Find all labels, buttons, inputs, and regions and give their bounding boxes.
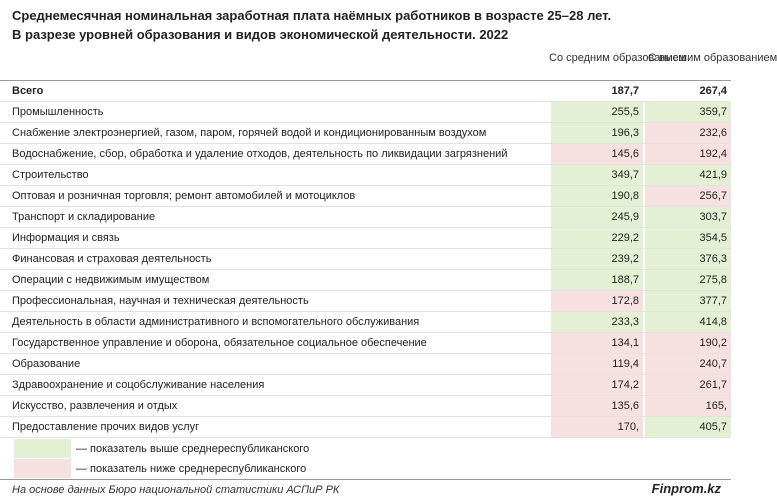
column-header-secondary: Со средним образованием (549, 52, 687, 64)
cell-secondary-education: 135,6 (551, 396, 643, 416)
cell-higher-education: 377,7 (645, 291, 731, 311)
cell-secondary-education: 233,3 (551, 312, 643, 332)
cell-higher-education: 303,7 (645, 207, 731, 227)
cell-higher-education: 376,3 (645, 249, 731, 269)
source-note: На основе данных Бюро национальной статистики АСПиР РК (12, 484, 340, 496)
table-row (0, 312, 731, 333)
cell-secondary-education: 239,2 (551, 249, 643, 269)
chart-title (12, 6, 712, 44)
cell-higher-education: 240,7 (645, 354, 731, 374)
table-row (0, 207, 731, 228)
cell-secondary-education: 196,3 (551, 123, 643, 143)
table-row (0, 270, 731, 291)
row-label: Предоставление прочих видов услуг (12, 421, 200, 433)
cell-higher-education: 256,7 (645, 186, 731, 206)
row-separator (0, 437, 731, 438)
row-label: Операции с недвижимым имуществом (12, 274, 210, 286)
table-row (0, 186, 731, 207)
row-label: Информация и связь (12, 232, 120, 244)
row-label: Образование (12, 358, 81, 370)
cell-higher-education: 414,8 (645, 312, 731, 332)
cell-secondary-education: 172,8 (551, 291, 643, 311)
legend-swatch-below (14, 459, 71, 478)
cell-secondary-education: 119,4 (551, 354, 643, 374)
table-row (0, 417, 731, 438)
table-row (0, 102, 731, 123)
row-label: Водоснабжение, сбор, обработка и удаление отходов, деятельность по ликвидации загрязнений (12, 148, 508, 160)
cell-secondary-education: 349,7 (551, 165, 643, 185)
row-label: Государственное управление и оборона, обязательное социальное обеспечение (12, 337, 427, 349)
row-label: Искусство, развлечения и отдых (12, 400, 178, 412)
cell-higher-education: 267,4 (699, 85, 727, 97)
table-row (0, 375, 731, 396)
row-label: Транспорт и складирование (12, 211, 156, 223)
cell-higher-education: 190,2 (645, 333, 731, 353)
legend-label: — показатель ниже среднереспубликанского (76, 463, 307, 475)
legend-item-above (0, 439, 731, 459)
cell-higher-education: 165, (645, 396, 731, 416)
cell-higher-education: 192,4 (645, 144, 731, 164)
row-label: Всего (12, 85, 44, 97)
column-header-higher: С высшим образованием (648, 52, 777, 64)
cell-higher-education: 405,7 (645, 417, 731, 437)
cell-secondary-education: 245,9 (551, 207, 643, 227)
cell-higher-education: 354,5 (645, 228, 731, 248)
row-label: Строительство (12, 169, 89, 181)
table-row (0, 228, 731, 249)
cell-higher-education: 421,9 (645, 165, 731, 185)
table-row (0, 291, 731, 312)
cell-secondary-education: 188,7 (551, 270, 643, 290)
legend-item-below (0, 459, 731, 479)
legend-swatch-above (14, 439, 71, 458)
cell-secondary-education: 134,1 (551, 333, 643, 353)
legend-label: — показатель выше среднереспубликанского (76, 443, 310, 455)
table-row (0, 354, 731, 375)
row-label: Здравоохранение и соцобслуживание населения (12, 379, 265, 391)
table-row (0, 396, 731, 417)
cell-secondary-education: 174,2 (551, 375, 643, 395)
row-label: Промышленность (12, 106, 104, 118)
table-row (0, 123, 731, 144)
row-label: Финансовая и страховая деятельность (12, 253, 212, 265)
row-label: Профессиональная, научная и техническая деятельность (12, 295, 309, 307)
cell-secondary-education: 145,6 (551, 144, 643, 164)
cell-secondary-education: 190,8 (551, 186, 643, 206)
cell-higher-education: 275,8 (645, 270, 731, 290)
table-row (0, 249, 731, 270)
row-label: Деятельность в области административного и вспомогательного обслуживания (12, 316, 420, 328)
cell-higher-education: 232,6 (645, 123, 731, 143)
brand-logo: Finprom.kz (651, 481, 721, 496)
table-row-total (0, 81, 731, 102)
footer-divider (0, 479, 731, 480)
cell-higher-education: 261,7 (645, 375, 731, 395)
chart-title-line-1: Среднемесячная номинальная заработная плата наёмных работников в возрасте 25–28 лет. (12, 8, 612, 23)
cell-secondary-education: 229,2 (551, 228, 643, 248)
cell-higher-education: 359,7 (645, 102, 731, 122)
chart-title-line-2: В разрезе уровней образования и видов экономической деятельности. 2022 (12, 27, 509, 42)
row-label: Снабжение электроэнергией, газом, паром, горячей водой и кондиционированным воздухом (12, 127, 487, 139)
row-label: Оптовая и розничная торговля; ремонт автомобилей и мотоциклов (12, 190, 356, 202)
table-row (0, 144, 731, 165)
table-row (0, 165, 731, 186)
cell-secondary-education: 170, (551, 417, 643, 437)
cell-secondary-education: 255,5 (551, 102, 643, 122)
cell-secondary-education: 187,7 (611, 85, 639, 97)
table-row (0, 333, 731, 354)
